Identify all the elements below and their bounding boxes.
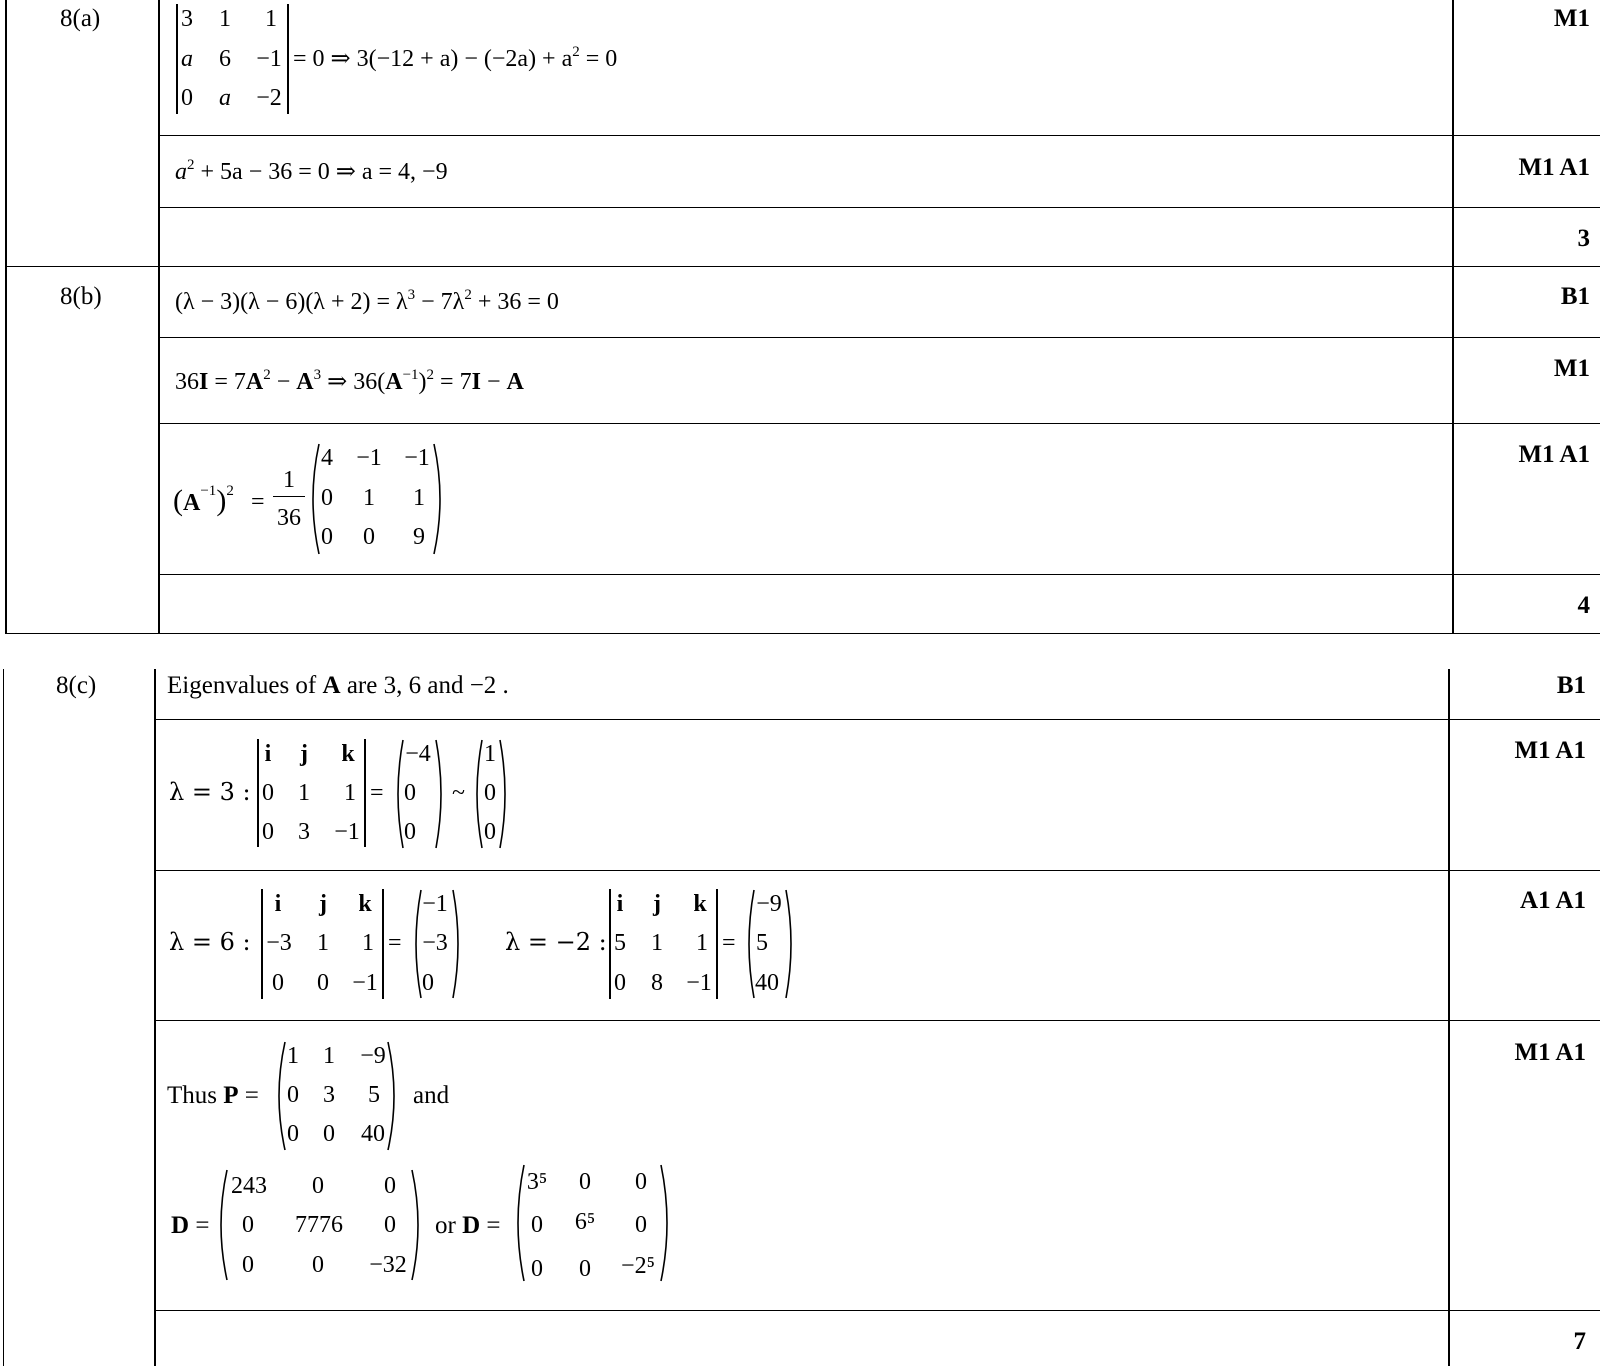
matrix-cell: 0: [531, 1212, 543, 1238]
cayley-hamilton-line: $36I = 7A^2 - A^3$ ⇒ $36(A^{-1})^2 = 7I - A$: [175, 367, 524, 395]
matrix-cell: 0: [321, 485, 333, 511]
lambda-minus2-label: λ = −2 :: [505, 928, 607, 956]
vector-right-paren: [451, 888, 465, 1000]
det-cell: 3: [181, 6, 193, 32]
matrix-cell: 1: [363, 485, 375, 511]
det-cell: k: [358, 891, 372, 917]
det-cell: 0: [181, 85, 193, 111]
det-right-bar: [364, 739, 366, 847]
vector-cell: 0: [422, 970, 434, 996]
matrix-right-paren: [410, 1168, 426, 1282]
matrix-cell: −1: [356, 445, 382, 471]
vector-cell: 40: [755, 970, 779, 996]
matrix-cell: 0: [287, 1082, 299, 1108]
row-divider: [158, 207, 1600, 208]
det-cell: 0: [614, 970, 626, 996]
matrix-cell: 3⁵: [526, 1169, 548, 1195]
det-cell: j: [319, 891, 327, 917]
det-cell: 8: [651, 970, 663, 996]
table1-left-border: [5, 0, 7, 634]
matrix-cell: 6⁵: [574, 1209, 596, 1235]
marks-8a-1: M1: [1553, 5, 1590, 32]
matrix-cell: 0: [635, 1212, 647, 1238]
matrix-cell: 7776: [295, 1212, 343, 1238]
matrix-cell: 4: [321, 445, 333, 471]
matrix-cell: 0: [321, 524, 333, 550]
table1-bottom-border: [5, 633, 1600, 634]
det-left-bar: [261, 889, 263, 999]
marks-8c-2: M1 A1: [1514, 737, 1586, 764]
matrix-cell: 0: [323, 1121, 335, 1147]
vector-right-paren: [434, 738, 448, 850]
quadratic-solution: $a^2 + 5a - 36 = 0$ ⇒ a = 4, −9: [175, 157, 448, 185]
det-cell: −3: [266, 930, 292, 956]
matrix-cell: 0: [363, 524, 375, 550]
det-right-bar: [382, 889, 384, 999]
matrix-cell: 1: [323, 1043, 335, 1069]
det-cell: 1: [317, 930, 329, 956]
det-cell: 5: [614, 930, 626, 956]
row-divider: [158, 574, 1600, 575]
fraction-numerator: 1: [283, 467, 295, 493]
det-cell: j: [653, 891, 661, 917]
matrix-cell: 0: [242, 1212, 254, 1238]
question-label-8c: 8(c): [56, 672, 97, 699]
det-cell: 0: [262, 819, 274, 845]
matrix-cell: −32: [369, 1252, 407, 1278]
det-cell: 3: [298, 819, 310, 845]
matrix-cell: 0: [579, 1169, 591, 1195]
matrix-cell: 0: [287, 1121, 299, 1147]
thus-p-label: Thus P =: [167, 1082, 259, 1109]
det-cell: −1: [256, 46, 282, 72]
lambda-3-label: λ = 3 :: [169, 778, 251, 806]
det-cell: i: [274, 891, 282, 917]
equals-sign: =: [722, 930, 736, 956]
marks-8b-2: M1: [1553, 355, 1590, 382]
table1-col-divider: [158, 0, 160, 634]
matrix-cell: 1: [413, 485, 425, 511]
question-label-8b: 8(b): [60, 283, 102, 310]
fraction-denominator: 36: [277, 505, 301, 531]
vector-cell: −9: [756, 891, 782, 917]
matrix-right-paren: [659, 1163, 675, 1283]
d-label: D =: [171, 1212, 210, 1239]
matrix-cell: 0: [312, 1173, 324, 1199]
det-left-bar: [609, 889, 611, 999]
det-cell: −1: [334, 819, 360, 845]
vector-right-paren: [498, 738, 512, 850]
vector-cell: −3: [422, 930, 448, 956]
vector-cell: 5: [756, 930, 768, 956]
det-cell: 0: [317, 970, 329, 996]
table2-left-border: [3, 669, 4, 1366]
eigenvalues-statement: Eigenvalues of A are 3, 6 and −2 .: [167, 672, 509, 699]
vector-cell: −1: [422, 891, 448, 917]
table2-col-divider: [154, 669, 156, 1366]
det-cell: 1: [298, 780, 310, 806]
det-cell: 6: [219, 46, 231, 72]
vector-cell: 0: [404, 780, 416, 806]
matrix-cell: 0: [242, 1252, 254, 1278]
determinant-expansion: = 0 ⇒ $3(-12 + a) - (-2a) + a^2 = 0$: [293, 44, 618, 72]
det-cell: a: [219, 85, 231, 111]
matrix-right-paren: [432, 442, 448, 556]
row-divider: [158, 135, 1600, 136]
matrix-cell: 5: [368, 1082, 380, 1108]
equals-sign: =: [370, 780, 384, 806]
matrix-cell: 0: [579, 1256, 591, 1282]
vector-cell: 1: [484, 741, 496, 767]
vector-cell: 0: [484, 819, 496, 845]
det-cell: 1: [362, 930, 374, 956]
det-right-bar: [716, 889, 718, 999]
or-d-label: or D =: [435, 1212, 501, 1239]
det-cell: i: [264, 741, 272, 767]
marks-8c-total: 7: [1573, 1328, 1586, 1355]
equals-sign: =: [251, 489, 265, 515]
row-divider: [154, 719, 1600, 720]
marks-8c-4: M1 A1: [1514, 1039, 1586, 1066]
matrix-cell: −2⁵: [621, 1253, 655, 1279]
row-divider: [158, 423, 1600, 424]
det-cell: 1: [265, 6, 277, 32]
det-cell: 1: [651, 930, 663, 956]
det-right-bar: [287, 4, 289, 114]
vector-cell: 0: [484, 780, 496, 806]
row-divider: [154, 870, 1600, 871]
row-divider: [154, 1020, 1600, 1021]
matrix-cell: 0: [531, 1256, 543, 1282]
det-cell: 1: [696, 930, 708, 956]
det-cell: j: [300, 741, 308, 767]
row-divider: [154, 1310, 1600, 1311]
marks-8c-1: B1: [1556, 672, 1586, 699]
matrix-cell: 0: [384, 1212, 396, 1238]
vector-cell: 0: [404, 819, 416, 845]
det-cell: k: [693, 891, 707, 917]
det-cell: 0: [272, 970, 284, 996]
marks-8a-total: 3: [1577, 225, 1590, 252]
table1-marks-divider: [1452, 0, 1454, 634]
inverse-squared-label: $(A^{-1})^2$: [173, 483, 234, 517]
det-cell: i: [616, 891, 624, 917]
det-left-bar: [257, 739, 259, 847]
det-cell: a: [181, 46, 193, 72]
det-cell: −1: [352, 970, 378, 996]
matrix-cell: 40: [361, 1121, 385, 1147]
det-cell: 1: [219, 6, 231, 32]
det-cell: 0: [262, 780, 274, 806]
matrix-cell: 243: [231, 1173, 267, 1199]
matrix-cell: −1: [404, 445, 430, 471]
and-word: and: [413, 1082, 450, 1109]
lambda-6-label: λ = 6 :: [169, 928, 251, 956]
matrix-cell: 0: [635, 1169, 647, 1195]
fraction-bar: [273, 496, 305, 497]
matrix-cell: 9: [413, 524, 425, 550]
row-divider: [5, 266, 1600, 267]
det-cell: −2: [256, 85, 282, 111]
matrix-cell: −9: [360, 1043, 386, 1069]
det-cell: −1: [686, 970, 712, 996]
matrix-cell: 1: [287, 1043, 299, 1069]
marks-8c-3: A1 A1: [1520, 887, 1586, 914]
matrix-cell: 0: [384, 1173, 396, 1199]
marks-8b-total: 4: [1577, 592, 1590, 619]
question-label-8a: 8(a): [60, 5, 101, 32]
matrix-cell: 0: [312, 1252, 324, 1278]
characteristic-equation: $(\lambda - 3)(\lambda - 6)(\lambda + 2) = \lambda^3 - 7\lambda^2 + 36 = 0$: [175, 287, 559, 315]
marks-8b-3: M1 A1: [1518, 441, 1590, 468]
det-cell: 1: [344, 780, 356, 806]
equals-sign: =: [388, 930, 402, 956]
marks-8b-1: B1: [1560, 283, 1590, 310]
tilde-sign: ~: [452, 780, 465, 806]
matrix-cell: 3: [323, 1082, 335, 1108]
row-divider: [158, 337, 1600, 338]
vector-right-paren: [784, 888, 798, 1000]
vector-cell: −4: [405, 741, 431, 767]
det-cell: k: [341, 741, 355, 767]
marks-8a-2: M1 A1: [1518, 154, 1590, 181]
table2-marks-divider: [1448, 669, 1450, 1366]
